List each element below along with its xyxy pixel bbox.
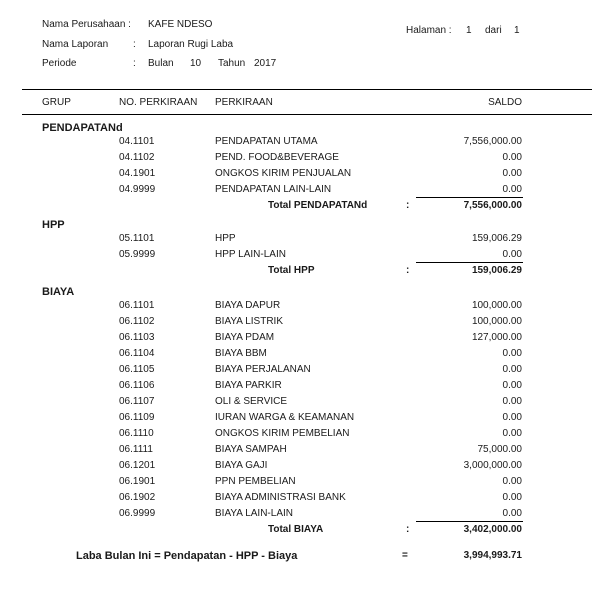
section-total-colon: : [406,265,410,276]
account-name: BIAYA ADMINISTRASI BANK [215,492,346,503]
header-bottom-rule [22,114,592,115]
section-total-value: 7,556,000.00 [463,200,522,211]
report-name: Laporan Rugi Laba [148,39,234,50]
profit-equals: = [402,550,408,561]
account-name: BIAYA SAMPAH [215,444,287,455]
account-balance: 0.00 [502,380,522,391]
company-label: Nama Perusahaan : [42,19,131,30]
period-month-label: Bulan [148,58,174,69]
account-number: 06.1107 [119,396,155,407]
period-month: 10 [190,58,202,69]
account-number: 06.1110 [119,428,154,439]
account-balance: 159,006.29 [471,233,522,244]
profit-value: 3,994,993.71 [463,550,522,561]
account-number: 06.1102 [119,316,155,327]
section-total-label: Total HPP [268,265,315,276]
account-balance: 75,000.00 [477,444,522,455]
account-balance: 0.00 [502,168,522,179]
account-balance: 3,000,000.00 [463,460,522,471]
report-colon: : [133,39,136,50]
account-name: PENDAPATAN UTAMA [215,136,318,147]
section-title: BIAYA [42,286,75,298]
page-total: 1 [514,25,520,36]
account-balance: 127,000.00 [471,332,522,343]
period-colon: : [133,58,136,69]
account-number: 06.1201 [119,460,156,471]
section-title: HPP [42,219,65,231]
column-grup: GRUP [42,97,71,108]
account-number: 06.1901 [119,476,156,487]
account-name: HPP [215,233,236,244]
total-rule [416,521,523,522]
account-number: 04.1901 [119,168,156,179]
section-total-value: 3,402,000.00 [463,524,522,535]
section-total-colon: : [406,200,410,211]
account-name: PEND. FOOD&BEVERAGE [215,152,339,163]
account-name: BIAYA GAJI [215,460,268,471]
section-title: PENDAPATANd [42,122,123,134]
account-name: PENDAPATAN LAIN-LAIN [215,184,332,195]
page-label: Halaman : [406,25,452,36]
account-number: 06.1902 [119,492,156,503]
column-perkiraan: PERKIRAAN [215,97,273,108]
column-saldo: SALDO [488,97,522,108]
period-year-label: Tahun [218,58,246,69]
account-name: BIAYA PDAM [215,332,275,343]
account-name: BIAYA PERJALANAN [215,364,311,375]
company-name: KAFE NDESO [148,19,213,30]
account-balance: 0.00 [502,364,522,375]
period-year: 2017 [254,58,277,69]
account-balance: 0.00 [502,396,522,407]
section-total-label: Total BIAYA [268,524,324,535]
column-no-perkiraan: NO. PERKIRAAN [119,97,198,108]
page-of-label: dari [485,25,502,36]
account-name: PPN PEMBELIAN [215,476,296,487]
account-balance: 0.00 [502,492,522,503]
account-balance: 0.00 [502,348,522,359]
account-name: ONGKOS KIRIM PEMBELIAN [215,428,350,439]
account-balance: 0.00 [502,412,522,423]
account-name: IURAN WARGA & KEAMANAN [215,412,355,423]
account-balance: 7,556,000.00 [463,136,522,147]
account-balance: 0.00 [502,152,522,163]
section-total-value: 159,006.29 [471,265,522,276]
account-number: 04.1101 [119,136,155,147]
account-number: 04.1102 [119,152,155,163]
account-balance: 0.00 [502,476,522,487]
account-number: 06.1101 [119,300,155,311]
page-current: 1 [466,25,472,36]
profit-formula-label: Laba Bulan Ini = Pendapatan - HPP - Biaya [76,550,298,562]
account-name: ONGKOS KIRIM PENJUALAN [215,168,352,179]
account-number: 06.1105 [119,364,155,375]
account-number: 06.1103 [119,332,155,343]
report-label: Nama Laporan [42,39,109,50]
period-label: Periode [42,58,77,69]
account-number: 06.9999 [119,508,156,519]
header-top-rule [22,89,592,90]
total-rule [416,262,523,263]
section-total-label: Total PENDAPATANd [268,200,368,211]
account-name: BIAYA DAPUR [215,300,281,311]
account-balance: 0.00 [502,428,522,439]
account-name: BIAYA LISTRIK [215,316,283,327]
account-balance: 100,000.00 [471,316,522,327]
account-balance: 0.00 [502,249,522,260]
account-number: 06.1104 [119,348,155,359]
account-name: OLI & SERVICE [215,396,288,407]
account-balance: 0.00 [502,508,522,519]
account-number: 05.9999 [119,249,156,260]
account-name: BIAYA LAIN-LAIN [215,508,293,519]
total-rule [416,197,523,198]
account-balance: 0.00 [502,184,522,195]
account-number: 06.1106 [119,380,155,391]
account-name: BIAYA BBM [215,348,267,359]
account-name: BIAYA PARKIR [215,380,282,391]
account-number: 04.9999 [119,184,156,195]
account-number: 06.1111 [119,444,153,455]
account-number: 06.1109 [119,412,155,423]
section-total-colon: : [406,524,410,535]
account-balance: 100,000.00 [471,300,522,311]
account-number: 05.1101 [119,233,155,244]
account-name: HPP LAIN-LAIN [215,249,286,260]
